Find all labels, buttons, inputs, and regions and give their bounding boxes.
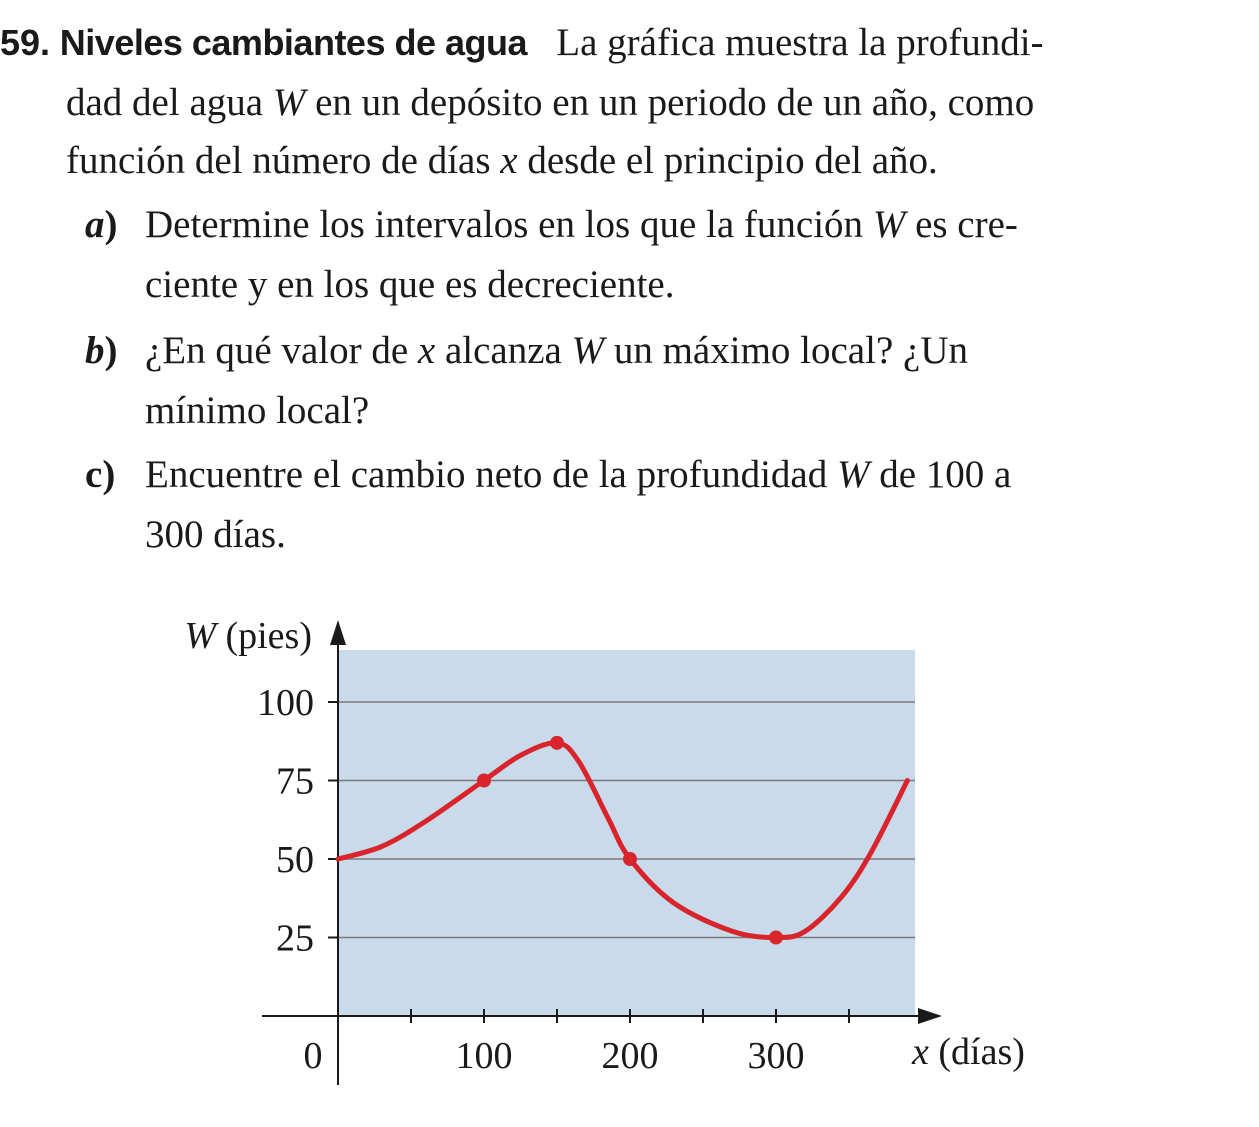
part-b-label: b) (85, 329, 118, 372)
y-tick-label: 100 (257, 682, 314, 724)
intro-text: dad del agua (66, 81, 273, 124)
intro-text: en un depósito en un periodo de un año, como (305, 81, 1035, 124)
part-a-line-2: ciente y en los que es decreciente. (145, 263, 675, 306)
part-c-label: c) (85, 453, 116, 496)
part-c-text: de 100 a (869, 453, 1012, 496)
x-tick-label: 300 (747, 1035, 805, 1077)
problem-number: 59. (0, 22, 51, 63)
data-point (623, 852, 637, 866)
x-axis-label: x (días) (912, 1031, 1025, 1073)
intro-text: función del número de días (66, 139, 501, 182)
x-tick-label: 0 (303, 1035, 323, 1077)
data-point (477, 774, 491, 788)
variable-w: W (272, 81, 306, 124)
x-axis-arrow (918, 1008, 942, 1024)
y-tick-label: 75 (276, 760, 314, 803)
x-tick-label: 100 (455, 1035, 513, 1077)
y-tick-label: 50 (276, 839, 314, 881)
variable-w: W (571, 329, 605, 372)
problem-title: Niveles cambiantes de agua (59, 22, 528, 63)
intro-text: desde el principio del año. (517, 139, 938, 182)
part-c-text: Encuentre el cambio neto de la profundidad (145, 453, 837, 496)
data-point (769, 931, 783, 945)
variable-w: W (836, 453, 870, 496)
variable-w: W (872, 203, 906, 246)
x-tick-label: 200 (601, 1035, 659, 1077)
variable-x: x (417, 329, 436, 372)
y-axis-arrow (330, 620, 346, 645)
part-a-label: a) (85, 203, 118, 246)
y-tick-label: 25 (276, 917, 314, 960)
plot-background (338, 650, 915, 1016)
data-point (550, 736, 564, 750)
part-b-text: alcanza (435, 329, 572, 372)
part-c-line-2: 300 días. (145, 513, 286, 556)
intro-text: La gráfica muestra la profundi- (556, 21, 1044, 64)
variable-x: x (500, 139, 518, 182)
part-b-text: ¿En qué valor de (145, 329, 418, 372)
part-b-line-2: mínimo local? (145, 389, 370, 432)
part-a-text: es cre- (905, 203, 1018, 246)
part-a-text: Determine los intervalos en los que la función (145, 203, 873, 246)
part-b-text: un máximo local? ¿Un (604, 329, 968, 372)
y-axis-label: W (pies) (184, 615, 312, 657)
